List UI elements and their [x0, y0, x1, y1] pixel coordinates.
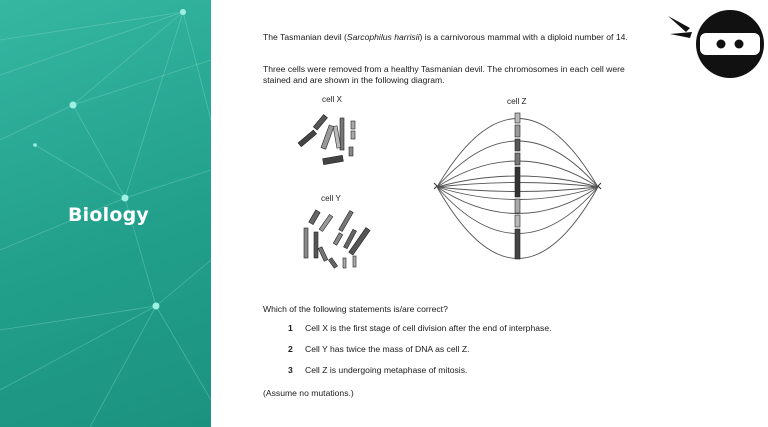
cell-y-chromosomes — [304, 210, 370, 268]
species-name: Sarcophilus harrisii — [346, 32, 420, 42]
intro-text-start: The Tasmanian devil ( — [263, 32, 347, 42]
statement-number: 2 — [288, 344, 293, 354]
cell-z-label: cell Z — [507, 97, 527, 106]
cells-paragraph: Three cells were removed from a healthy Tasmanian devil. The chromosomes in each cell were stained and are shown in the following diagram. — [263, 64, 625, 85]
cell-x-chromosomes — [298, 115, 355, 165]
intro-text-end: ) is a carnivorous mammal with a diploid number of 14. — [419, 32, 628, 42]
subject-title: Biology — [68, 204, 149, 226]
cell-z-chromosomes — [515, 113, 520, 259]
cell-x-label: cell X — [322, 95, 343, 104]
question-text: Which of the following statements is/are correct? — [263, 304, 448, 314]
statement-text: Cell Y has twice the mass of DNA as cell Z. — [305, 344, 470, 354]
statement-number: 3 — [288, 365, 293, 375]
cell-y-label: cell Y — [321, 194, 341, 203]
statement-text: Cell Z is undergoing metaphase of mitosis. — [305, 365, 468, 375]
statement-number: 1 — [288, 323, 293, 333]
statement-text: Cell X is the first stage of cell division after the end of interphase. — [305, 323, 552, 333]
assumption-note: (Assume no mutations.) — [263, 388, 354, 398]
